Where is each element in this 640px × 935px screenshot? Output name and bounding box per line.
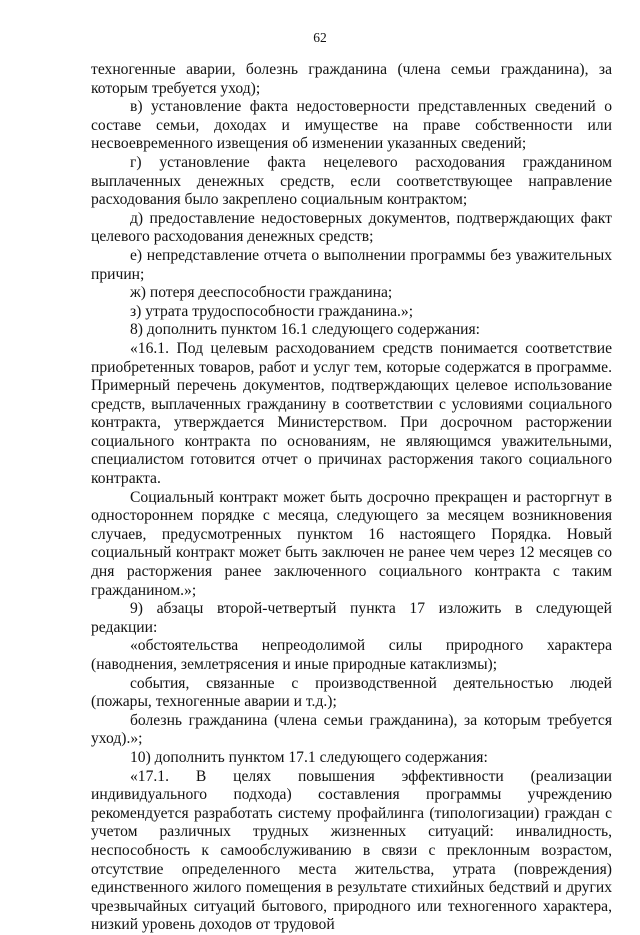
- paragraph: в) установление факта недостоверности представленных сведений о составе семьи, доходах и имуществе на праве собственности или несвоевременного извещения об изменении указанных сведений;: [91, 98, 612, 153]
- paragraph: болезнь гражданина (члена семьи гражданина), за которым требуется уход).»;: [91, 711, 612, 748]
- paragraph: техногенные аварии, болезнь гражданина (члена семьи гражданина), за которым требуется уход);: [91, 61, 612, 97]
- paragraph: ж) потеря дееспособности гражданина;: [130, 284, 393, 302]
- paragraph: «17.1. В целях повышения эффективности (реализации индивидуального подхода) составления программы учреждению рекомендуется разработать систему профайлинга (типологизации) граждан с учетом различных трудных жизненных ситуаций: инвалидность, неспособность к самообслуживанию в связи с преклонным возрастом, отсутствие определенного места жительства, утрата (повреждения) единственного жилого помещения в результате стихийных бедствий и других чрезвычайных ситуаций бытового, природного или техногенного характера, низкий уровень доходов от трудовой: [91, 767, 612, 934]
- paragraph: д) предоставление недостоверных документов, подтверждающих факт целевого расходования денежных средств;: [91, 209, 612, 246]
- paragraph: е) непредставление отчета о выполнении программы без уважительных причин;: [91, 246, 612, 283]
- page-number: 62: [313, 30, 327, 45]
- paragraph: 8) дополнить пунктом 16.1 следующего содержания:: [130, 321, 481, 339]
- paragraph: 9) абзацы второй-четвертый пункта 17 изложить в следующей редакции:: [91, 600, 612, 636]
- paragraph: Социальный контракт может быть досрочно прекращен и расторгнут в одностороннем порядке с месяца, следующего за месяцем возникновения случаев, предусмотренных пунктом 16 настоящего Порядка. Новый социальный контракт может быть заключен не ранее чем через 12 месяцев со дня расторжения ранее заключенного социального контракта с таким гражданином.»;: [91, 488, 612, 599]
- paragraph: события, связанные с производственной деятельностью людей (пожары, техногенные аварии и т.д.);: [91, 674, 612, 711]
- paragraph: з) утрата трудоспособности гражданина.»;: [130, 302, 414, 320]
- paragraph: 10) дополнить пунктом 17.1 следующего содержания:: [130, 748, 488, 766]
- paragraph: г) установление факта нецелевого расходования гражданином выплаченных денежных средств, если соответствующее направление расходования было закреплено социальным контрактом;: [91, 153, 612, 209]
- document-body: [91, 61, 612, 935]
- paragraph: «16.1. Под целевым расходованием средств понимается соответствие приобретенных товаров, работ и услуг тем, которые содержатся в программе. Примерный перечень документов, подтверждающих целевое использование средств, выплаченных гражданину в соответствии с условиями социального контракта, утверждается Министерством. При досрочном расторжении социального контракта по основаниям, не являющимся уважительными, специалистом готовится отчет о причинах расторжения такого социального контракта.: [91, 339, 612, 488]
- paragraph: «обстоятельства непреодолимой силы природного характера (наводнения, землетрясения и иные природные катаклизмы);: [91, 637, 612, 673]
